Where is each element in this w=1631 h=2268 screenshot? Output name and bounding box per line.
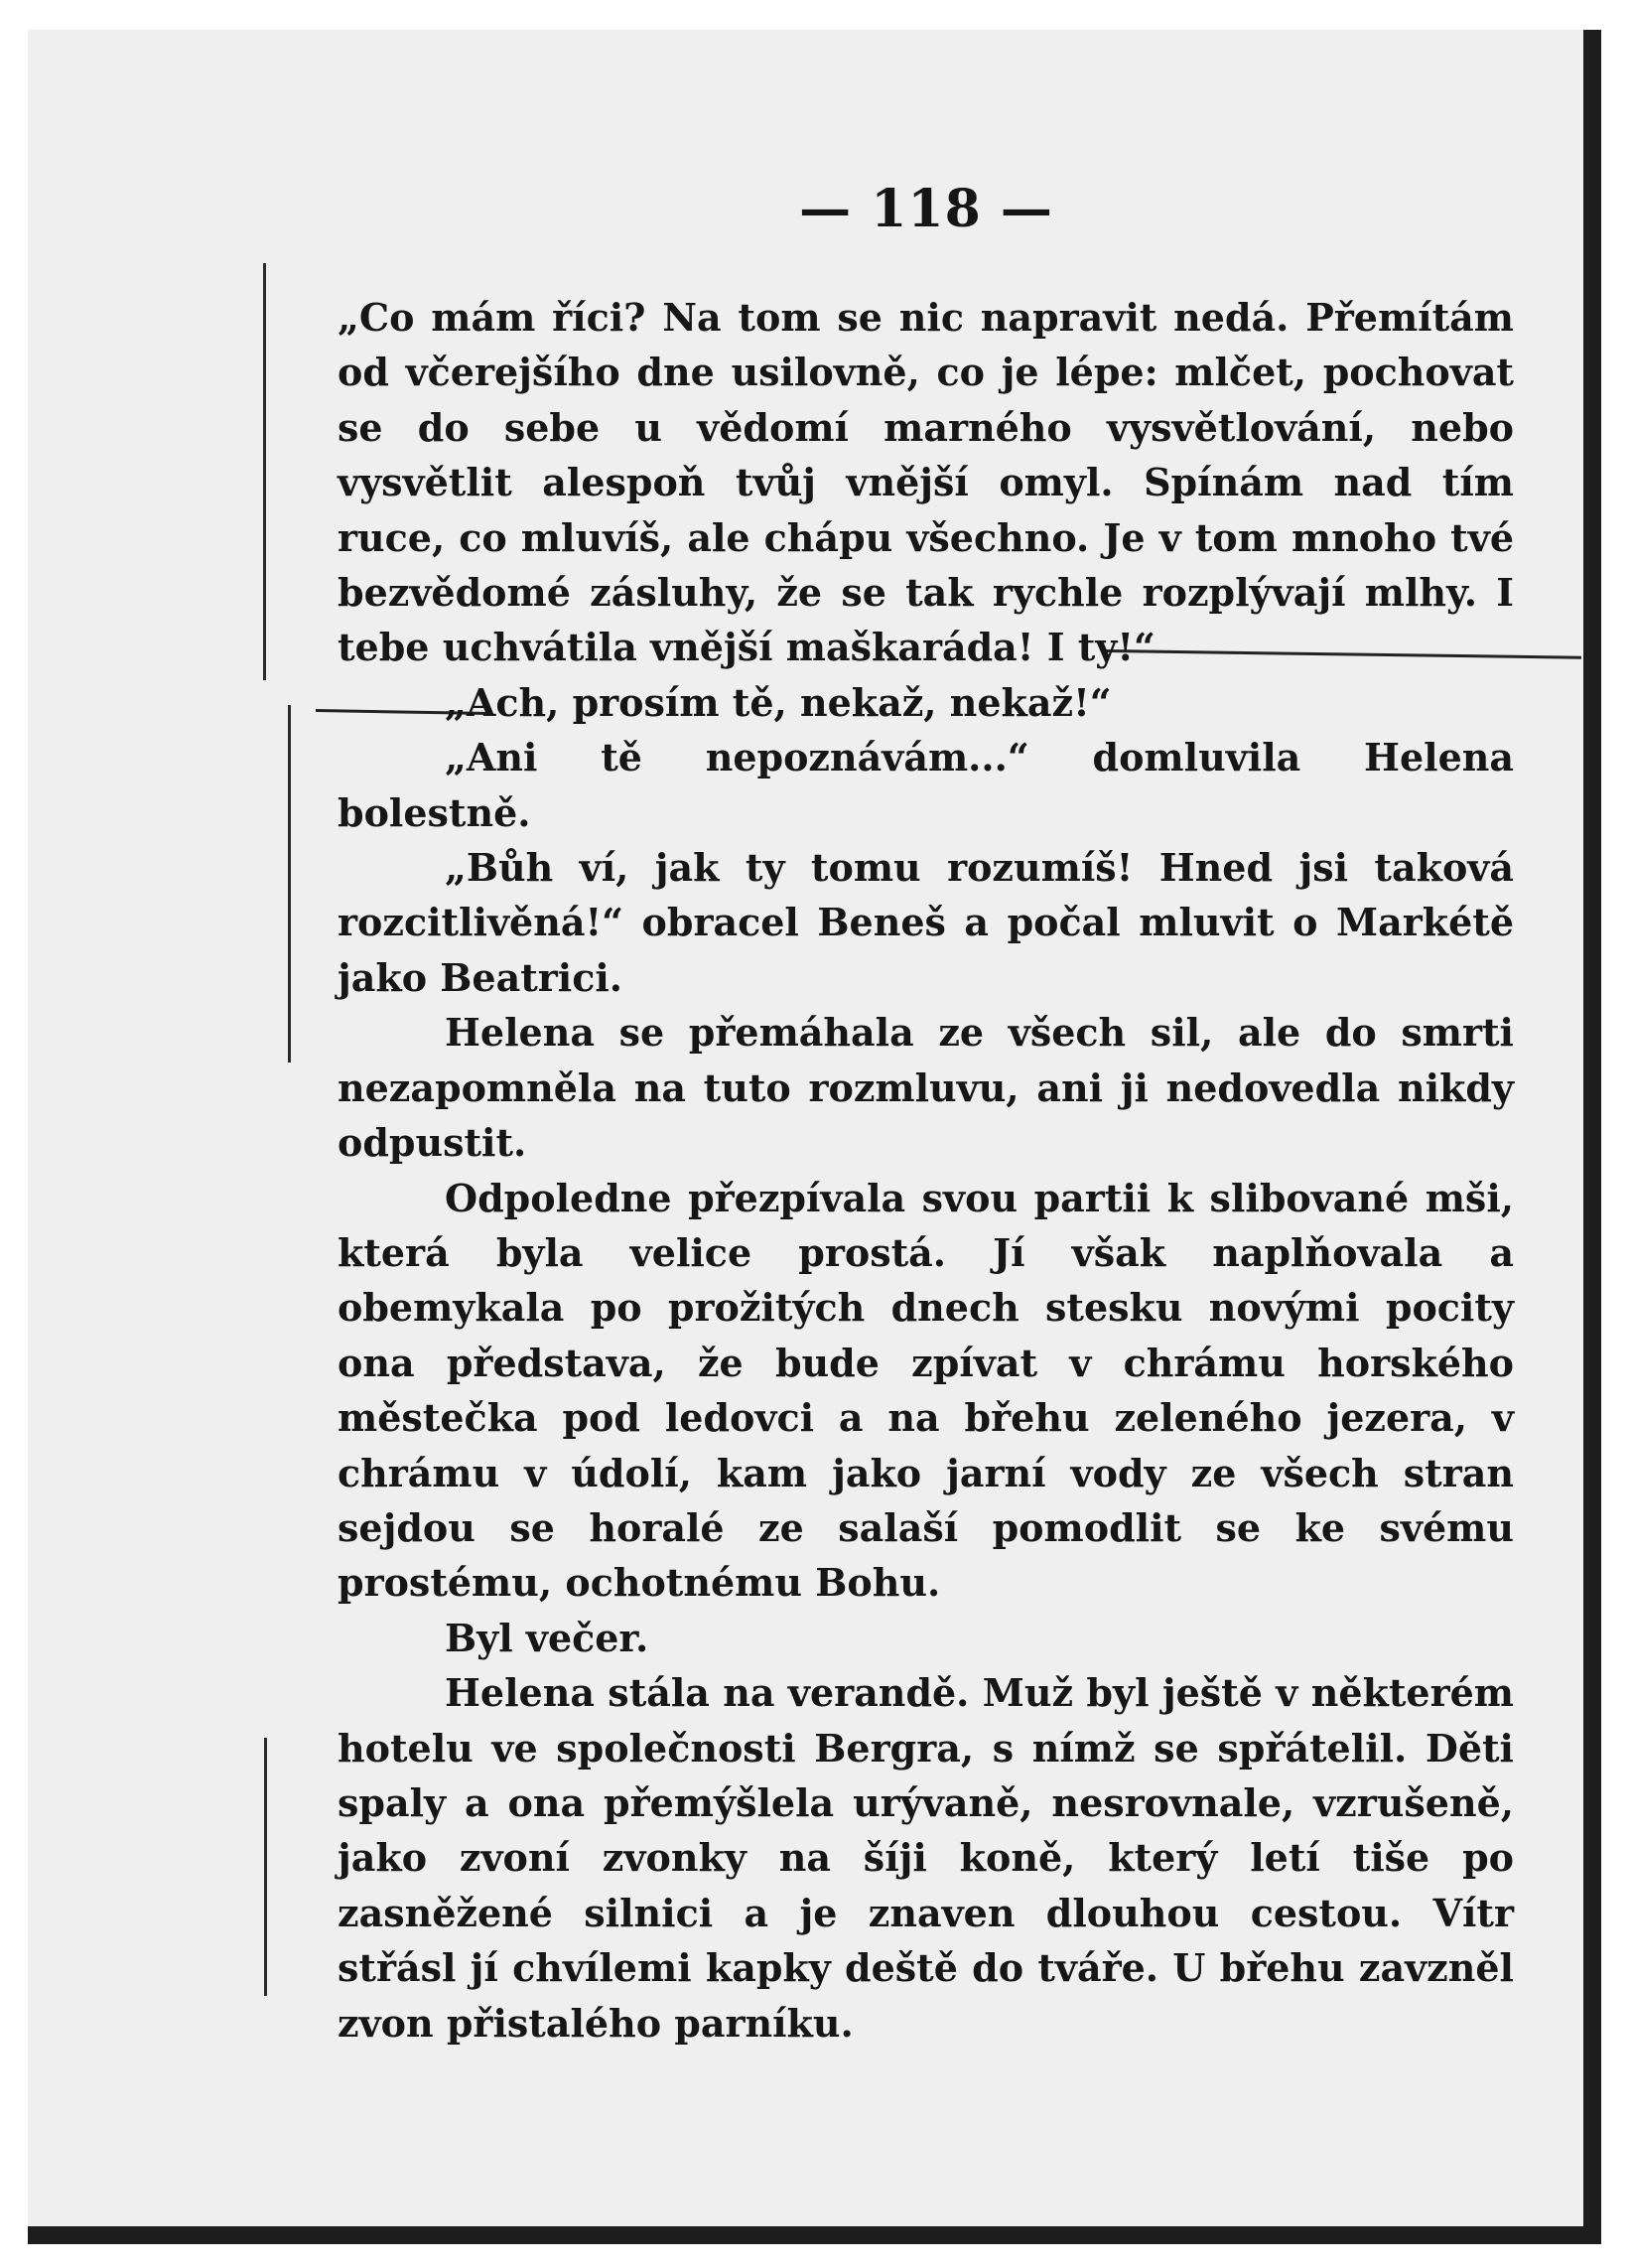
paragraph: „Ani tě nepoznávám...“ domluvila Helena bolestně. — [338, 735, 1514, 835]
body-text — [338, 290, 1514, 2051]
paragraph: Byl večer. — [445, 1615, 649, 1660]
paragraph: „Bůh ví, jak ty tomu rozumíš! Hned jsi taková rozcitlivěná!“ obracel Beneš a počal mluvit o Markétě jako Beatrici. — [338, 845, 1514, 1000]
page-number: — 118 — — [799, 179, 1053, 239]
paragraph: Odpoledne přezpívala svou partii k slibované mši, která byla velice prostá. Jí však naplňovala a obemykala po prožitých dnech stesku novými pocity ona představa, že bude zpívat v chrámu horského městečka pod ledovci a na břehu zeleného jezera, v chrámu v údolí, kam jako jarní vody ze všech stran sejdou se horalé ze salaší pomodlit se ke svému prostému, ochotnému Bohu. — [338, 1175, 1514, 1606]
paragraph: Helena stála na verandě. Muž byl ještě v některém hotelu ve společnosti Bergra, s nímž se spřátelil. Děti spaly a ona přemýšlela urývaně, nesrovnale, vzrušeně, jako zvoní zvonky na šíji koně, který letí tiše po zasněžené silnici a je znaven dlouhou cestou. Vítr střásl jí chvílemi kapky deště do tváře. U břehu zavzněl zvon přistalého parníku. — [338, 1670, 1514, 2046]
paragraph: „Ach, prosím tě, nekaž, nekaž!“ — [445, 679, 1112, 725]
paragraph: „Co mám říci? Na tom se nic napravit nedá. Přemítám od včerejšího dne usilovně, co je lépe: mlčet, pochovat se do sebe u vědomí marného vysvětlování, nebo vysvětlit alespoň tvůj vnější omyl. Spínám nad tím ruce, co mluvíš, ale chápu všechno. Je v tom mnoho tvé bezvědomé zásluhy, že se tak rychle rozplývají mlhy. I tebe uchvátila vnější maškaráda! I ty!“ — [338, 295, 1514, 670]
paragraph: Helena se přemáhala ze všech sil, ale do smrti nezapomněla na tuto rozmluvu, ani ji nedovedla nikdy odpustit. — [338, 1010, 1514, 1166]
margin-mark-bottom — [264, 1738, 267, 1996]
margin-mark-middle — [288, 705, 291, 1063]
book-page — [28, 30, 1601, 2244]
margin-mark-top — [263, 263, 266, 680]
